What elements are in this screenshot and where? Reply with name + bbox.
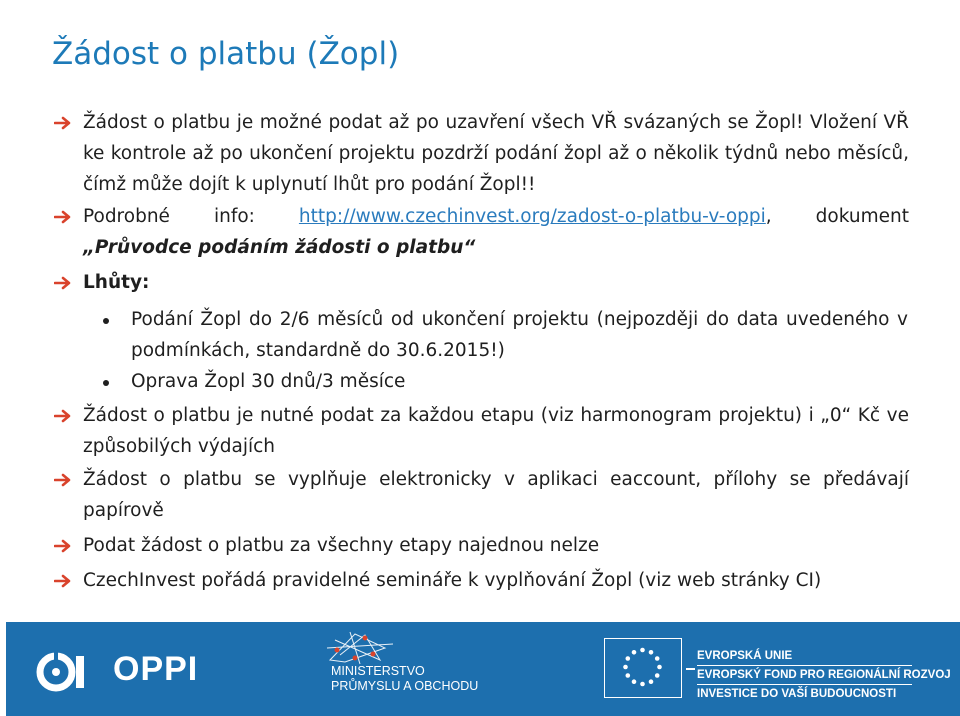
- czechinvest-link[interactable]: http://www.czechinvest.org/zadost-o-platbu-v-oppi: [298, 206, 766, 227]
- bullet-all-stages: Podat žádost o platbu za všechny etapy najednou nelze: [83, 535, 600, 556]
- guide-document-title: „Průvodce podáním žádosti o platbu“: [83, 237, 476, 258]
- oppi-logo-text: OPPI: [113, 650, 199, 688]
- document-label: , dokument: [765, 206, 909, 227]
- eu-flag: [604, 638, 682, 698]
- arrow-right-icon: [54, 276, 72, 290]
- bullet-seminars: CzechInvest pořádá pravidelné semináře k vyplňování Žopl (viz web stránky CI): [83, 570, 822, 591]
- bullet-deadlines: Lhůty:: [83, 272, 150, 293]
- eu-divider: [686, 668, 695, 670]
- ministry-emblem-icon: [325, 630, 395, 666]
- arrow-right-icon: [54, 539, 72, 553]
- eu-text: EVROPSKÁ UNIE EVROPSKÝ FOND PRO REGIONÁLNÍ ROZVOJ INVESTICE DO VAŠÍ BUDOUCNOSTI: [697, 650, 951, 700]
- bullet-before-procurement: Žádost o platbu je možné podat až po uzavření všech VŘ svázaných se Žopl! Vložení VŘ ke kontrole až po ukončení projektu pozdrží podání žopl až o několik týdnů nebo měsíců, čímž může dojít k uplynutí lhůt pro podání Žopl!!: [83, 112, 909, 195]
- info-label: Podrobné info:: [83, 206, 255, 227]
- arrow-right-icon: [54, 574, 72, 588]
- sub-bullet-submission: Podání Žopl do 2/6 měsíců od ukončení projektu (nejpozději do data uvedeného v: [131, 309, 908, 330]
- sub-bullet-dot: [103, 380, 109, 386]
- bullet-each-stage: Žádost o platbu je nutné podat za každou etapu (viz harmonogram projektu) i „0“ Kč ve způsobilých výdajích: [83, 405, 909, 457]
- oppi-logo-icon: [34, 648, 104, 698]
- bullet-electronic: Žádost o platbu se vyplňuje elektronicky v aplikaci eaccount, přílohy se předávají papírově: [83, 469, 909, 521]
- sub-bullet-correction: Oprava Žopl 30 dnů/3 měsíce: [131, 371, 406, 392]
- sub-bullet-dot: [103, 318, 109, 324]
- bullet-info-document: [83, 232, 909, 263]
- arrow-right-icon: [54, 116, 72, 130]
- arrow-right-icon: [54, 473, 72, 487]
- arrow-right-icon: [54, 409, 72, 423]
- ministry-text: MINISTERSTVO PRŮMYSLU A OBCHODU: [331, 664, 479, 693]
- arrow-right-icon: [54, 210, 72, 224]
- bullet-info-line: [83, 201, 909, 232]
- footer-edge: [0, 622, 6, 716]
- sub-bullet-submission-cont: podmínkách, standardně do 30.6.2015!): [131, 340, 505, 361]
- eu-stars-icon: [605, 639, 680, 696]
- slide-title: Žádost o platbu (Žopl): [52, 36, 400, 72]
